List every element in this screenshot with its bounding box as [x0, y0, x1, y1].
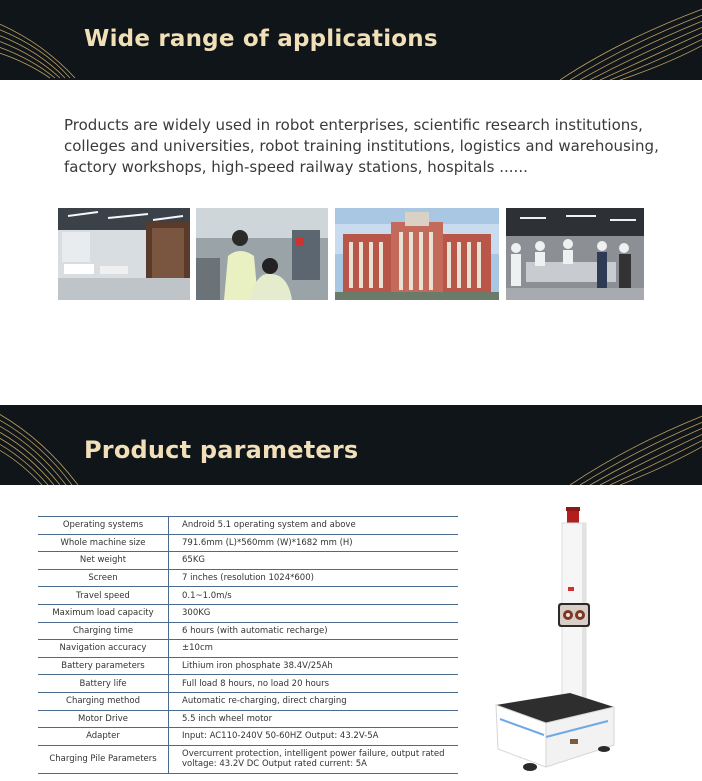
param-value: Automatic re-charging, direct charging — [182, 696, 347, 707]
param-label: Charging method — [38, 692, 169, 710]
intro-paragraph: Products are widely used in robot enterprises, scientific research institutions, colleges and universities, robot training institutions, logistics and warehousing, factory workshops, high-speed railway stations, hospitals ...... — [64, 116, 659, 176]
param-label: Whole machine size — [38, 534, 169, 552]
university-building-photo — [335, 208, 499, 300]
param-value: 5.5 inch wheel motor — [182, 713, 273, 724]
office-interior-photo — [58, 208, 190, 300]
param-label: Net weight — [38, 552, 169, 570]
param-label: Travel speed — [38, 587, 169, 605]
param-value: 791.6mm (L)*560mm (W)*1682 mm (H) — [182, 537, 353, 548]
parameters-table — [38, 516, 458, 774]
section-title: Product parameters — [84, 436, 359, 464]
param-value: 6 hours (with automatic recharge) — [182, 625, 328, 636]
table-row — [38, 640, 458, 658]
table-row — [38, 622, 458, 640]
table-row — [38, 675, 458, 693]
param-value: 300KG — [182, 608, 211, 619]
table-row — [38, 604, 458, 622]
table-row — [38, 745, 458, 773]
param-value: Overcurrent protection, intelligent power failure, output rated voltage: 43.2V DC Output rated current: 5A — [182, 749, 445, 770]
param-label: Operating systems — [38, 517, 169, 535]
param-value: Android 5.1 operating system and above — [182, 520, 356, 531]
param-label: Charging Pile Parameters — [38, 745, 169, 773]
param-value: Input: AC110-240V 50-60HZ Output: 43.2V-5A — [182, 731, 379, 742]
research-lab-photo — [196, 208, 328, 300]
param-label: Motor Drive — [38, 710, 169, 728]
param-label: Battery life — [38, 675, 169, 693]
param-label: Adapter — [38, 728, 169, 746]
param-value: 0.1~1.0m/s — [182, 590, 232, 601]
robot-training-class-photo — [506, 208, 644, 300]
section-title: Wide range of applications — [84, 26, 438, 52]
param-value: Lithium iron phosphate 38.4V/25Ah — [182, 661, 333, 672]
table-row — [38, 517, 458, 535]
section-banner-applications — [0, 0, 702, 80]
param-label: Navigation accuracy — [38, 640, 169, 658]
param-label: Maximum load capacity — [38, 604, 169, 622]
section-banner-parameters — [0, 405, 702, 485]
delivery-robot-image — [490, 505, 620, 775]
param-value: 65KG — [182, 555, 205, 566]
param-label: Battery parameters — [38, 657, 169, 675]
table-row — [38, 710, 458, 728]
param-value: 7 inches (resolution 1024*600) — [182, 573, 314, 584]
param-label: Screen — [38, 569, 169, 587]
table-row — [38, 534, 458, 552]
table-row — [38, 728, 458, 746]
param-value: Full load 8 hours, no load 20 hours — [182, 678, 330, 689]
param-value: ±10cm — [182, 643, 213, 654]
table-row — [38, 569, 458, 587]
table-row — [38, 657, 458, 675]
table-row — [38, 587, 458, 605]
table-row — [38, 552, 458, 570]
table-row — [38, 692, 458, 710]
param-label: Charging time — [38, 622, 169, 640]
